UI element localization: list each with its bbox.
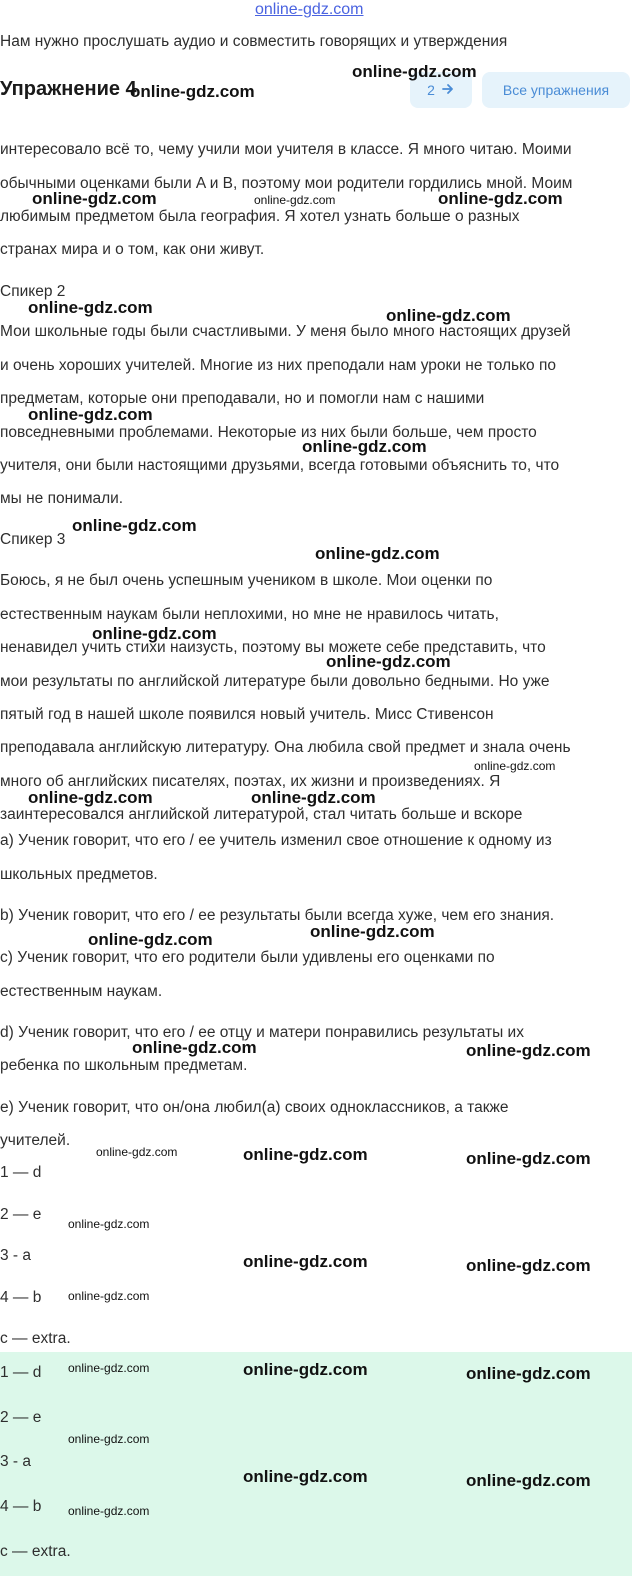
next-exercise-label: 2 xyxy=(427,82,435,98)
watermark: online-gdz.com xyxy=(28,298,153,317)
statement-line: учителей. xyxy=(0,1132,71,1149)
watermark: online-gdz.com xyxy=(130,82,255,101)
watermark: online-gdz.com xyxy=(68,1217,150,1231)
answer-line: 2 — e xyxy=(0,1409,42,1426)
statement-line: a) Ученик говорит, что его / ее учитель изменил свое отношение к одному из xyxy=(0,832,552,849)
watermark: online-gdz.com xyxy=(88,930,213,949)
text-line: ненавидел учить стихи наизусть, поэтому вы можете себе представить, что xyxy=(0,639,546,656)
text-line: пятый год в нашей школе появился новый учитель. Мисс Стивенсон xyxy=(0,706,494,723)
watermark: online-gdz.com xyxy=(438,189,563,208)
text-line: учителя, они были настоящими друзьями, всегда готовыми объяснить то, что xyxy=(0,457,560,474)
text-line: странах мира и о том, как они живут. xyxy=(0,241,265,258)
text-line: повседневными проблемами. Некоторые из них были больше, чем просто xyxy=(0,424,537,441)
watermark: online-gdz.com xyxy=(68,1504,150,1518)
watermark: online-gdz.com xyxy=(302,437,427,456)
statement-line: e) Ученик говорит, что он/она любил(а) своих одноклассников, а также xyxy=(0,1099,509,1116)
watermark: online-gdz.com xyxy=(315,544,440,563)
all-exercises-label: Все упражнения xyxy=(502,82,610,98)
text-line: Боюсь, я не был очень успешным учеником в школе. Мои оценки по xyxy=(0,572,493,589)
statement-line: b) Ученик говорит, что его / ее результаты были всегда хуже, чем его знания. xyxy=(0,907,555,924)
watermark: online-gdz.com xyxy=(92,624,217,643)
answer-block xyxy=(0,1352,632,1576)
match-line: c — extra. xyxy=(0,1330,71,1347)
text-line: естественным наукам были неплохими, но мне не нравилось читать, xyxy=(0,606,499,623)
all-exercises-button[interactable] xyxy=(482,72,630,108)
answer-line: 4 — b xyxy=(0,1498,42,1515)
watermark: online-gdz.com xyxy=(96,1145,178,1159)
statement-line: естественным наукам. xyxy=(0,983,163,1000)
text-line: много об английских писателях, поэтах, их жизни и произведениях. Я xyxy=(0,773,501,790)
watermark: online-gdz.com xyxy=(243,1467,368,1486)
speaker-label: Спикер 2 xyxy=(0,283,66,300)
watermark: online-gdz.com xyxy=(254,193,336,207)
text-line: преподавала английскую литературу. Она любила свой предмет и знала очень xyxy=(0,739,571,756)
watermark: online-gdz.com xyxy=(28,788,153,807)
match-line: 2 — e xyxy=(0,1206,42,1223)
text-line: и очень хороших учителей. Многие из них преподали нам уроки не только по xyxy=(0,357,556,374)
watermark: online-gdz.com xyxy=(352,62,477,81)
watermark: online-gdz.com xyxy=(466,1041,591,1060)
arrow-right-icon xyxy=(441,82,455,99)
watermark: online-gdz.com xyxy=(243,1360,368,1379)
speaker-label: Спикер 3 xyxy=(0,531,66,548)
text-line: мои результаты по английской литературе были довольно бедными. Но уже xyxy=(0,673,550,690)
watermark: online-gdz.com xyxy=(386,306,511,325)
watermark: online-gdz.com xyxy=(132,1038,257,1057)
text-line: Мои школьные годы были счастливыми. У меня было много настоящих друзей xyxy=(0,323,571,340)
watermark: online-gdz.com xyxy=(68,1289,150,1303)
watermark: online-gdz.com xyxy=(68,1432,150,1446)
exercise-heading: Упражнение 4 xyxy=(0,78,137,100)
watermark: online-gdz.com xyxy=(466,1256,591,1275)
site-link[interactable]: online-gdz.com xyxy=(255,1,364,18)
watermark: online-gdz.com xyxy=(466,1471,591,1490)
text-line: интересовало всё то, чему учили мои учителя в классе. Я много читаю. Моими xyxy=(0,141,572,158)
task-text: Нам нужно прослушать аудио и совместить говорящих и утверждения xyxy=(0,33,508,50)
watermark: online-gdz.com xyxy=(326,652,451,671)
statement-line: школьных предметов. xyxy=(0,866,158,883)
watermark: online-gdz.com xyxy=(243,1252,368,1271)
text-line: заинтересовался английской литературой, стал читать больше и вскоре xyxy=(0,806,523,823)
watermark: online-gdz.com xyxy=(310,922,435,941)
watermark: online-gdz.com xyxy=(251,788,376,807)
watermark: online-gdz.com xyxy=(72,516,197,535)
statement-line: d) Ученик говорит, что его / ее отцу и матери понравились результаты их xyxy=(0,1024,524,1041)
text-line: мы не понимали. xyxy=(0,490,124,507)
watermark: online-gdz.com xyxy=(474,759,556,773)
match-line: 1 — d xyxy=(0,1164,42,1181)
statement-line: ребенка по школьным предметам. xyxy=(0,1057,248,1074)
answer-line: c — extra. xyxy=(0,1543,71,1560)
statement-line: c) Ученик говорит, что его родители были удивлены его оценками по xyxy=(0,949,495,966)
watermark: online-gdz.com xyxy=(68,1361,150,1375)
text-line: предметам, которые они преподавали, но и помогли нам с нашими xyxy=(0,390,485,407)
match-line: 4 — b xyxy=(0,1289,42,1306)
watermark: online-gdz.com xyxy=(466,1364,591,1383)
watermark: online-gdz.com xyxy=(243,1145,368,1164)
text-line: обычными оценками были A и B, поэтому мои родители гордились мной. Моим xyxy=(0,175,573,192)
watermark: online-gdz.com xyxy=(32,189,157,208)
watermark: online-gdz.com xyxy=(28,405,153,424)
text-line: любимым предметом была география. Я хотел узнать больше о разных xyxy=(0,208,520,225)
answer-line: 3 - a xyxy=(0,1453,32,1470)
answer-line: 1 — d xyxy=(0,1364,42,1381)
match-line: 3 - a xyxy=(0,1247,32,1264)
watermark: online-gdz.com xyxy=(466,1149,591,1168)
